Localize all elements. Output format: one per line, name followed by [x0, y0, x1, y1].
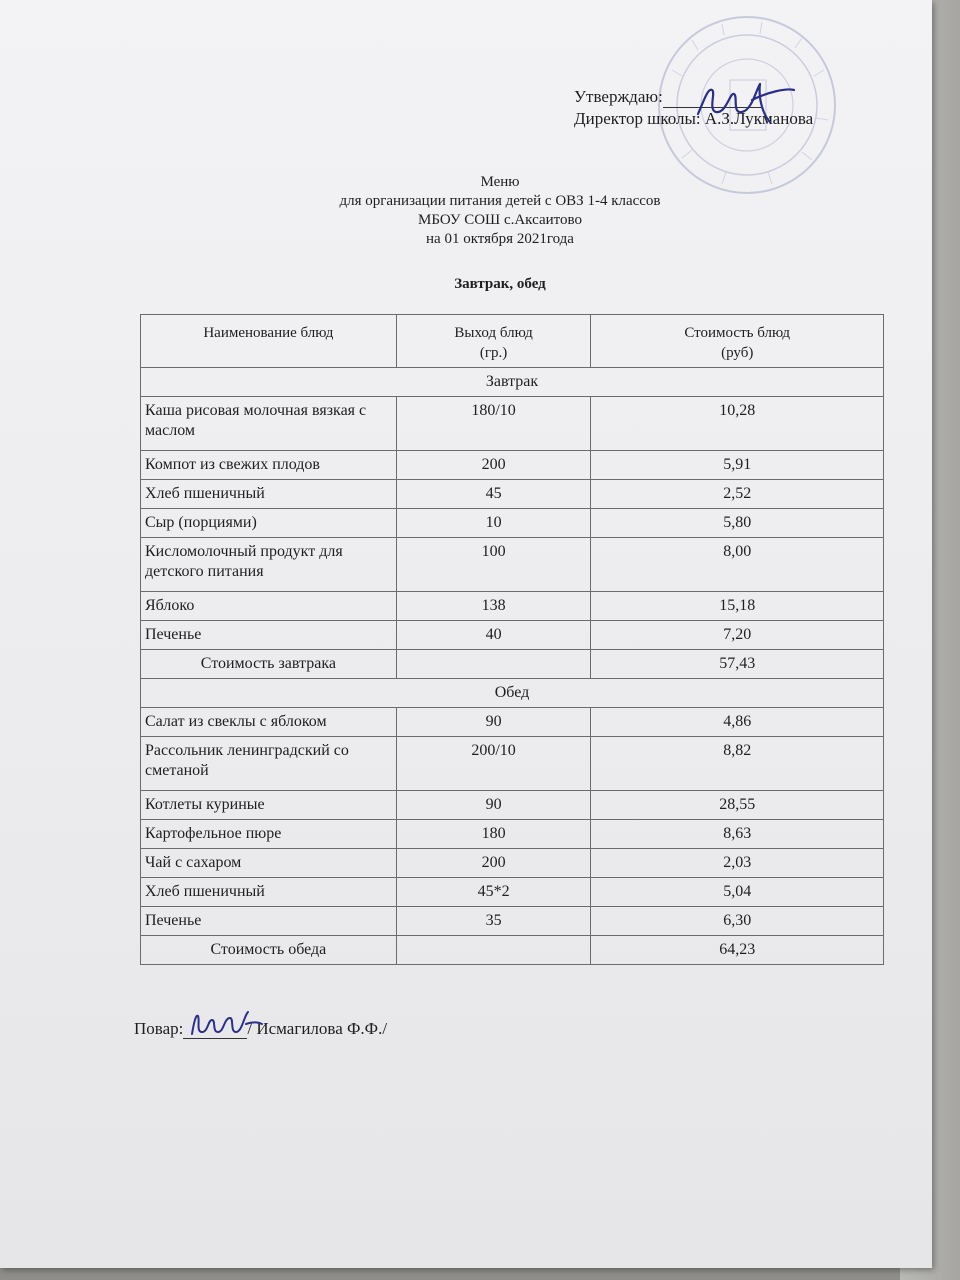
director-name: А.З.Лукманова — [704, 109, 814, 128]
dish-cost: 5,04 — [591, 878, 884, 907]
dish-cost: 8,63 — [591, 820, 884, 849]
lunch-total-row — [141, 936, 884, 965]
approval-line1: Утверждаю: — [574, 87, 663, 106]
header-cost-l1: Стоимость блюд — [684, 325, 791, 341]
dish-name: Каша рисовая молочная вязкая с маслом — [141, 397, 397, 451]
dish-yield: 200 — [396, 451, 591, 480]
meals-title: Завтрак, обед — [454, 276, 546, 292]
dish-yield: 35 — [396, 907, 591, 936]
breakfast-section-row — [141, 368, 884, 397]
table-row — [141, 878, 884, 907]
header-cost — [591, 315, 884, 368]
dish-yield: 180/10 — [396, 397, 591, 451]
breakfast-total-value: 57,43 — [591, 650, 884, 679]
header-cost-l2: (руб) — [721, 345, 754, 361]
dish-cost: 8,00 — [591, 538, 884, 592]
dish-name: Чай с сахаром — [141, 849, 397, 878]
dish-cost: 6,30 — [591, 907, 884, 936]
header-subtitle: для организации питания детей с ОВЗ 1-4 классов — [339, 193, 661, 209]
cook-name: / Исмагилова Ф.Ф./ — [247, 1019, 388, 1038]
dish-yield: 138 — [396, 592, 591, 621]
breakfast-total-row — [141, 650, 884, 679]
dish-name: Яблоко — [141, 592, 397, 621]
lunch-section-row — [141, 679, 884, 708]
table-row — [141, 849, 884, 878]
empty-cell — [396, 650, 591, 679]
header-yield-l1: Выход блюд — [454, 325, 533, 341]
header-title: Меню — [480, 174, 520, 190]
dish-yield: 200/10 — [396, 737, 591, 791]
cook-label: Повар: — [134, 1019, 184, 1038]
lunch-total-label: Стоимость обеда — [141, 936, 397, 965]
dish-cost: 4,86 — [591, 708, 884, 737]
dish-name: Сыр (порциями) — [141, 509, 397, 538]
empty-cell — [396, 936, 591, 965]
table-row — [141, 791, 884, 820]
dish-name: Салат из свеклы с яблоком — [141, 708, 397, 737]
dish-name: Котлеты куриные — [141, 791, 397, 820]
table-row — [141, 451, 884, 480]
dish-cost: 15,18 — [591, 592, 884, 621]
dish-name: Рассольник ленинградский со сметаной — [141, 737, 397, 791]
dish-cost: 8,82 — [591, 737, 884, 791]
dish-cost: 5,91 — [591, 451, 884, 480]
breakfast-title: Завтрак — [141, 368, 884, 397]
dish-yield: 90 — [396, 791, 591, 820]
dish-cost: 5,80 — [591, 509, 884, 538]
lunch-total-value: 64,23 — [591, 936, 884, 965]
dish-cost: 2,03 — [591, 849, 884, 878]
table-row — [141, 538, 884, 592]
dish-cost: 7,20 — [591, 621, 884, 650]
table-row — [141, 820, 884, 849]
dish-yield: 10 — [396, 509, 591, 538]
table-row — [141, 907, 884, 936]
menu-table — [140, 314, 884, 965]
dish-name: Хлеб пшеничный — [141, 878, 397, 907]
dish-cost: 2,52 — [591, 480, 884, 509]
table-row — [141, 397, 884, 451]
dish-yield: 45 — [396, 480, 591, 509]
dish-name: Печенье — [141, 621, 397, 650]
dish-yield: 40 — [396, 621, 591, 650]
table-row — [141, 480, 884, 509]
dish-name: Печенье — [141, 907, 397, 936]
director-label: Директор школы: — [574, 109, 701, 128]
cook-signature — [186, 1004, 266, 1044]
dish-yield: 180 — [396, 820, 591, 849]
table-row — [141, 509, 884, 538]
dish-yield: 200 — [396, 849, 591, 878]
dish-cost: 10,28 — [591, 397, 884, 451]
lunch-title: Обед — [141, 679, 884, 708]
table-header-row — [141, 315, 884, 368]
header-date: на 01 октября 2021года — [426, 231, 574, 247]
menu-header — [0, 173, 960, 249]
breakfast-total-label: Стоимость завтрака — [141, 650, 397, 679]
table-row — [141, 621, 884, 650]
header-name: Наименование блюд — [141, 315, 397, 368]
header-yield — [396, 315, 591, 368]
table-row — [141, 592, 884, 621]
dish-name: Компот из свежих плодов — [141, 451, 397, 480]
table-row — [141, 708, 884, 737]
table-row — [141, 737, 884, 791]
header-school: МБОУ СОШ с.Аксаитово — [418, 212, 582, 228]
dish-yield: 100 — [396, 538, 591, 592]
dish-cost: 28,55 — [591, 791, 884, 820]
dish-yield: 90 — [396, 708, 591, 737]
dish-name: Картофельное пюре — [141, 820, 397, 849]
header-yield-l2: (гр.) — [479, 345, 508, 361]
dish-name: Хлеб пшеничный — [141, 480, 397, 509]
dish-name: Кисломолочный продукт для детского питания — [141, 538, 397, 592]
dish-yield: 45*2 — [396, 878, 591, 907]
director-signature — [690, 70, 800, 130]
